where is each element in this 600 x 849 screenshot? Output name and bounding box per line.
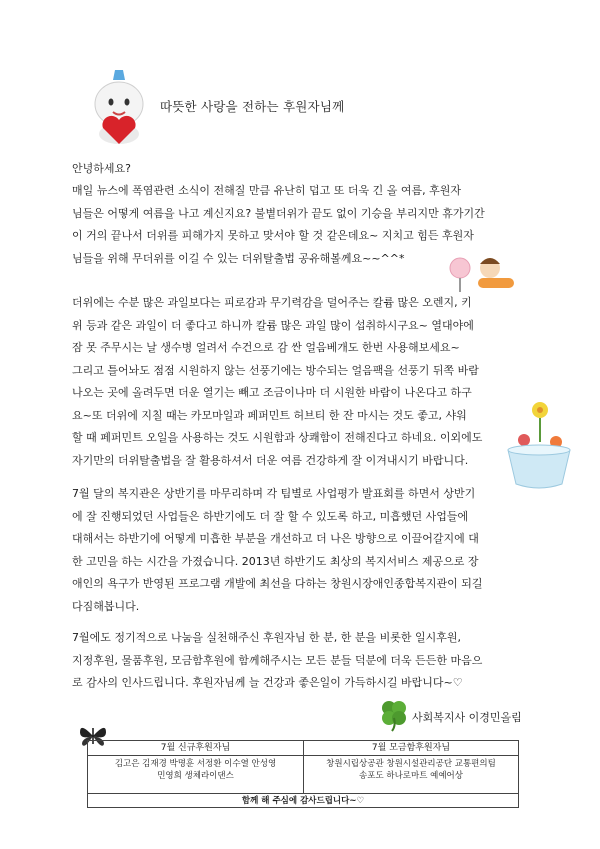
new-donors-header: 7월 신규후원자님	[88, 741, 303, 756]
paragraph-line: 요~또 더위에 지칠 때는 카모마일과 페퍼민트 허브티 한 잔 마시는 것도 좋고, 샤워	[72, 408, 467, 422]
paragraph-line: 한 고민을 하는 시간을 가졌습니다. 2013년 하반기도 최상의 복지서비스 제공으로 장	[72, 554, 479, 568]
paragraph-line: 매일 뉴스에 폭염관련 소식이 전해질 만큼 유난히 덥고 또 더욱 긴 올 여름, 후원자	[72, 184, 461, 197]
paragraph-line: 다짐해봅니다.	[72, 599, 140, 613]
donors-table	[87, 740, 519, 808]
paragraph-line: 7월에도 정기적으로 나눔을 실천해주신 후원자님 한 분, 한 분을 비롯한 일시후원,	[72, 631, 461, 644]
new-donors-list	[88, 756, 303, 782]
paragraph-2	[72, 292, 550, 472]
paragraph-line: 할 때 페퍼민트 오일을 사용하는 것도 시원함과 상쾌함이 전해진다고 하네요. 이외에도	[72, 431, 483, 444]
paragraph-line: 애인의 욕구가 반영된 프로그램 개발에 최선을 다하는 창원시장애인종합복지관이 되길	[72, 577, 483, 590]
paragraph-line: 지정후원, 물품후원, 모금함후원에 함께해주시는 모든 분들 덕분에 더욱 든든한 마음으	[72, 653, 483, 667]
letter-title: 따뜻한 사랑을 전하는 후원자님께	[160, 99, 345, 114]
clover-icon	[378, 698, 410, 732]
signature: 사회복지사 이경민올림	[412, 711, 522, 724]
new-donors-column	[88, 741, 304, 793]
heart-mascot-icon	[85, 66, 155, 146]
paragraph-line: 님들을 위해 무더위를 이길 수 있는 더위탈출법 공유해볼께요~~^^*	[72, 251, 405, 265]
paragraph-line: 로 감사의 인사드립니다. 후원자님께 늘 건강과 좋은일이 가득하시길 바랍니다~♡	[72, 676, 463, 689]
paragraph-3	[72, 483, 550, 618]
paragraph-line: 나오는 곳에 올려두면 더운 열기는 빼고 조금이나마 더 시원한 바람이 나온다고 하구	[72, 386, 472, 399]
paragraph-line: 이 거의 끝나서 더위를 피해가지 못하고 맞서야 할 것 같은데요~ 지치고 힘든 후원자	[72, 229, 474, 242]
paragraph-line: 더위에는 수분 많은 과일보다는 피로감과 무기력감을 덜어주는 칼륨 많은 오렌지, 키	[72, 296, 472, 309]
fundbox-donors-column	[304, 741, 518, 793]
fundbox-donors-header: 7월 모금함후원자님	[304, 741, 518, 756]
fundbox-donors-list	[304, 756, 518, 782]
paragraph-line: 위 등과 같은 과일이 더 좋다고 하니까 칼륨 많은 과일 많이 섭취하시구요~ 열대야에	[72, 318, 474, 332]
thanks-footer: 함께 해 주심에 감사드립니다~♡	[88, 793, 518, 808]
paragraph-line: 그리고 틀어놔도 점점 시원하지 않는 선풍기에는 방수되는 얼음팩을 선풍기 뒤쪽 바람	[72, 363, 479, 377]
donor-line: 민영희 생체라이댄스	[157, 771, 234, 781]
paragraph-line: 에 잘 진행되었던 사업들은 하반기에도 더 잘 할 수 있도록 하고, 미흡했던 사업들에	[72, 509, 469, 523]
paragraph-line: 7월 달의 복지관은 상반기를 마무리하며 각 팀별로 사업평가 발표회를 하면서 상반기	[72, 487, 476, 500]
paragraph-4	[72, 627, 550, 695]
donor-line: 창원시립상공관 창원시설관리공단 교통편의팀	[326, 759, 496, 769]
paragraph-line: 자기만의 더위탈출법을 잘 활용하셔서 더운 여름 건강하게 잘 이겨내시기 바랍니다.	[72, 453, 469, 467]
paragraph-line: 님들은 어떻게 여름을 나고 계신지요? 불볕더위가 끝도 없이 기승을 부리지만 휴가기간	[72, 206, 485, 220]
girl-with-fan-icon	[448, 252, 520, 294]
paragraph-line: 잠 못 주무시는 날 생수병 얼려서 수건으로 감 싼 얼음베개도 한번 사용해보세요~	[72, 341, 460, 354]
donor-line: 김고은 김재경 박명훈 서정환 이수열 안성영	[114, 759, 277, 769]
paragraph-line: 대해서는 하반기에 어떻게 미흡한 부분을 개선하고 더 나은 방향으로 이끌어갈지에 대	[72, 532, 479, 545]
greeting: 안녕하세요?	[72, 162, 131, 175]
donor-line: 송포도 하나로마트 예예어상	[359, 771, 463, 781]
ice-bowl-flowers-icon	[500, 398, 578, 494]
